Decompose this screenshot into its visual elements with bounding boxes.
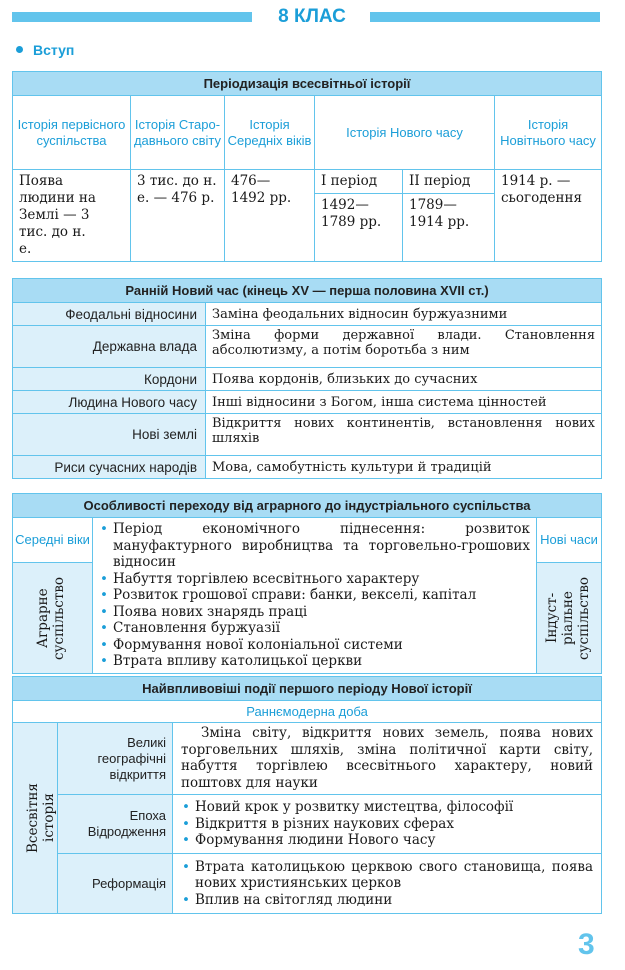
primitive-dates: Поява людини на Землі — 3 тис. до н. е. <box>13 170 131 262</box>
early-modern-table <box>12 278 602 479</box>
renaissance-list-cell <box>173 795 602 854</box>
middle-ages-dates: 476— 1492 рр. <box>225 170 315 262</box>
row-label: Людина Нового часу <box>13 391 206 414</box>
periodization-title: Періодизація всесвітньої історії <box>13 72 602 96</box>
list-item: • Становлення буржуазії <box>99 620 530 637</box>
new-period-1-dates: 1492— 1789 рр. <box>315 194 403 262</box>
transition-title: Особливості переходу від аграрного до індустріального суспільства <box>13 494 602 518</box>
discoveries-label: Великі географічні відкриття <box>58 723 173 795</box>
banner-bar-left <box>12 12 252 22</box>
section-title <box>16 42 74 58</box>
transition-table <box>12 493 602 674</box>
banner-bar-right <box>370 12 600 22</box>
ancient-dates: 3 тис. до н. е. — 476 р. <box>131 170 225 262</box>
section-title-text: Вступ <box>33 42 75 58</box>
list-item: • Вплив на світогляд людини <box>181 892 593 909</box>
renaissance-label: Епоха Відродження <box>58 795 173 854</box>
column-header: Історія Новітнього часу <box>495 96 602 170</box>
middle-ages-label: Середні віки <box>13 518 93 563</box>
periodization-table <box>12 71 602 262</box>
newest-dates: 1914 р. — сьогодення <box>495 170 602 262</box>
page-number: 3 <box>578 928 595 961</box>
list-item: • Новий крок у розвитку мистецтва, філософії <box>181 799 593 816</box>
list-item: • Втрата впливу католицької церкви <box>99 653 530 670</box>
row-label: Нові землі <box>13 414 206 456</box>
agrarian-society-label: Аграрне суспільство <box>34 576 67 660</box>
list-item: • Набуття торгівлею всесвітнього характеру <box>99 571 530 588</box>
events-table <box>12 676 602 914</box>
list-item: • Формування нової колоніальної системи <box>99 637 530 654</box>
agrarian-society-cell <box>13 563 93 673</box>
row-label: Кордони <box>13 368 206 391</box>
renaissance-list <box>181 799 593 849</box>
column-header: Історія Нового часу <box>315 96 495 170</box>
industrial-society-label: Індуст-ріальне суспільство <box>544 576 593 660</box>
row-value: Мова, самобутність культури й традицій <box>206 456 602 479</box>
row-value: Поява кордонів, близьких до сучасних <box>206 368 602 391</box>
reformation-label: Реформація <box>58 854 173 914</box>
column-header: Історія первісного суспільства <box>13 96 131 170</box>
transition-list <box>99 521 530 670</box>
class-title: 8 КЛАС <box>278 6 346 27</box>
industrial-society-cell <box>537 563 602 673</box>
row-value: Відкриття нових континентів, встановлення нових шляхів <box>206 414 602 456</box>
list-item: • Період економічного піднесення: розвиток мануфактурного виробництва та торговельно-грошових відносин <box>99 521 530 571</box>
new-times-label: Нові часи <box>537 518 602 563</box>
list-item: • Втрата католицькою церквою свого становища, поява нових християнських церков <box>181 859 593 892</box>
transition-list-cell <box>93 518 537 674</box>
class-banner <box>12 8 600 26</box>
world-history-label: Всесвітня історія <box>25 783 57 853</box>
row-label: Риси сучасних народів <box>13 456 206 479</box>
discoveries-text: Зміна світу, відкриття нових земель, поява нових торговельних шляхів, зміна політичної карти світу, набуття торгівлею всесвітнього характеру, новий поштовх для науки <box>173 723 602 795</box>
row-label: Феодальні відносини <box>13 303 206 326</box>
row-label: Державна влада <box>13 326 206 368</box>
bullet-icon <box>16 46 23 53</box>
reformation-list-cell <box>173 854 602 914</box>
row-value: Заміна феодальних відносин буржуазними <box>206 303 602 326</box>
new-period-2-dates: 1789— 1914 рр. <box>403 194 495 262</box>
list-item: • Відкриття в різних наукових сферах <box>181 816 593 833</box>
events-title: Найвпливовіші події першого періоду Нової історії <box>13 677 602 701</box>
list-item: • Формування людини Нового часу <box>181 832 593 849</box>
column-header: Історія Старо-давнього світу <box>131 96 225 170</box>
row-value: Інші відносини з Богом, інша система цінностей <box>206 391 602 414</box>
early-modern-title: Ранній Новий час (кінець XV — перша половина XVII ст.) <box>13 279 602 303</box>
new-period-1-label: I період <box>315 170 403 194</box>
world-history-cell <box>13 723 58 914</box>
row-value: Зміна форми державної влади. Становлення абсолютизму, а потім боротьба з ним <box>206 326 602 368</box>
column-header: Історія Середніх віків <box>225 96 315 170</box>
list-item: • Розвиток грошової справи: банки, векселі, капітал <box>99 587 530 604</box>
list-item: • Поява нових знарядь праці <box>99 604 530 621</box>
new-period-2-label: II період <box>403 170 495 194</box>
reformation-list <box>181 859 593 909</box>
events-subtitle: Раннємодерна доба <box>13 701 602 723</box>
